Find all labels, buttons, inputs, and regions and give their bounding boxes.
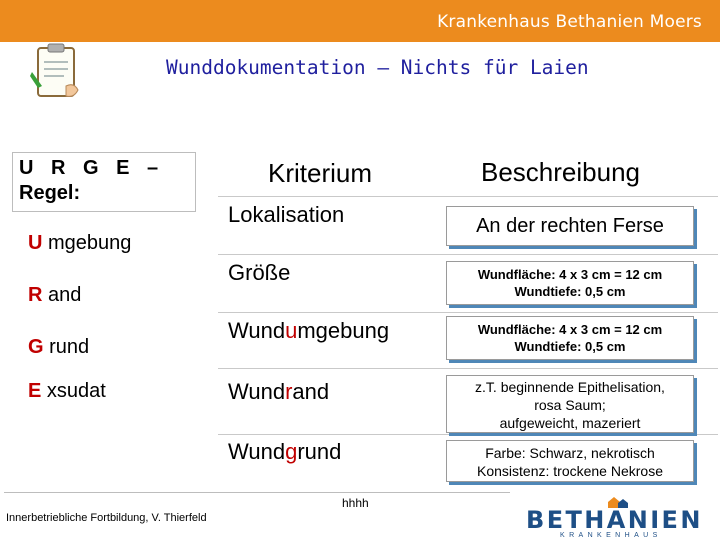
logo-name: BETHANIEN — [526, 506, 703, 534]
mnemonic-item: E xsudat — [28, 380, 106, 402]
criterion-label: Wundrand — [228, 379, 330, 404]
mnemonic-item: G rund — [28, 336, 90, 358]
footer-divider — [4, 492, 510, 493]
criterion-label: Wundumgebung — [228, 318, 390, 343]
description-box: An der rechten Ferse — [446, 206, 694, 246]
clipboard-icon — [28, 42, 84, 100]
mnemonic-item: U mgebung — [28, 232, 132, 254]
description-box: Farbe: Schwarz, nekrotisch Konsistenz: trockene Nekrose — [446, 440, 694, 482]
mnemonic-item: R and — [28, 284, 82, 306]
row-divider — [218, 196, 718, 197]
description-box: Wundfläche: 4 x 3 cm = 12 cm Wundtiefe: 0,5 cm — [446, 316, 694, 360]
criterion-label: Größe — [228, 260, 291, 285]
row-divider — [218, 434, 718, 435]
bethanien-logo — [524, 496, 704, 540]
row-divider — [218, 368, 718, 369]
footer-text: Innerbetriebliche Fortbildung, V. Thierfeld — [6, 512, 207, 524]
row-divider — [218, 254, 718, 255]
header-bar — [0, 0, 720, 42]
rule-heading-line2: Regel: — [19, 182, 81, 204]
column-header-beschreibung: Beschreibung — [481, 157, 640, 187]
criterion-label: Lokalisation — [228, 202, 345, 227]
slide-title: Wunddokumentation – Nichts für Laien — [166, 56, 589, 79]
logo-subtitle: KRANKENHAUS — [560, 532, 662, 539]
rule-heading-line1: U R G E – — [19, 157, 165, 179]
row-divider — [218, 312, 718, 313]
footer-note: hhhh — [342, 496, 369, 510]
description-box: z.T. beginnende Epithelisation, rosa Saum; aufgeweicht, mazeriert — [446, 375, 694, 433]
description-box: Wundfläche: 4 x 3 cm = 12 cm Wundtiefe: 0,5 cm — [446, 261, 694, 305]
urge-rule-box — [12, 152, 196, 212]
criterion-label: Wundgrund — [228, 439, 342, 464]
hospital-name: Krankenhaus Bethanien Moers — [437, 12, 702, 32]
column-header-kriterium: Kriterium — [268, 158, 373, 188]
